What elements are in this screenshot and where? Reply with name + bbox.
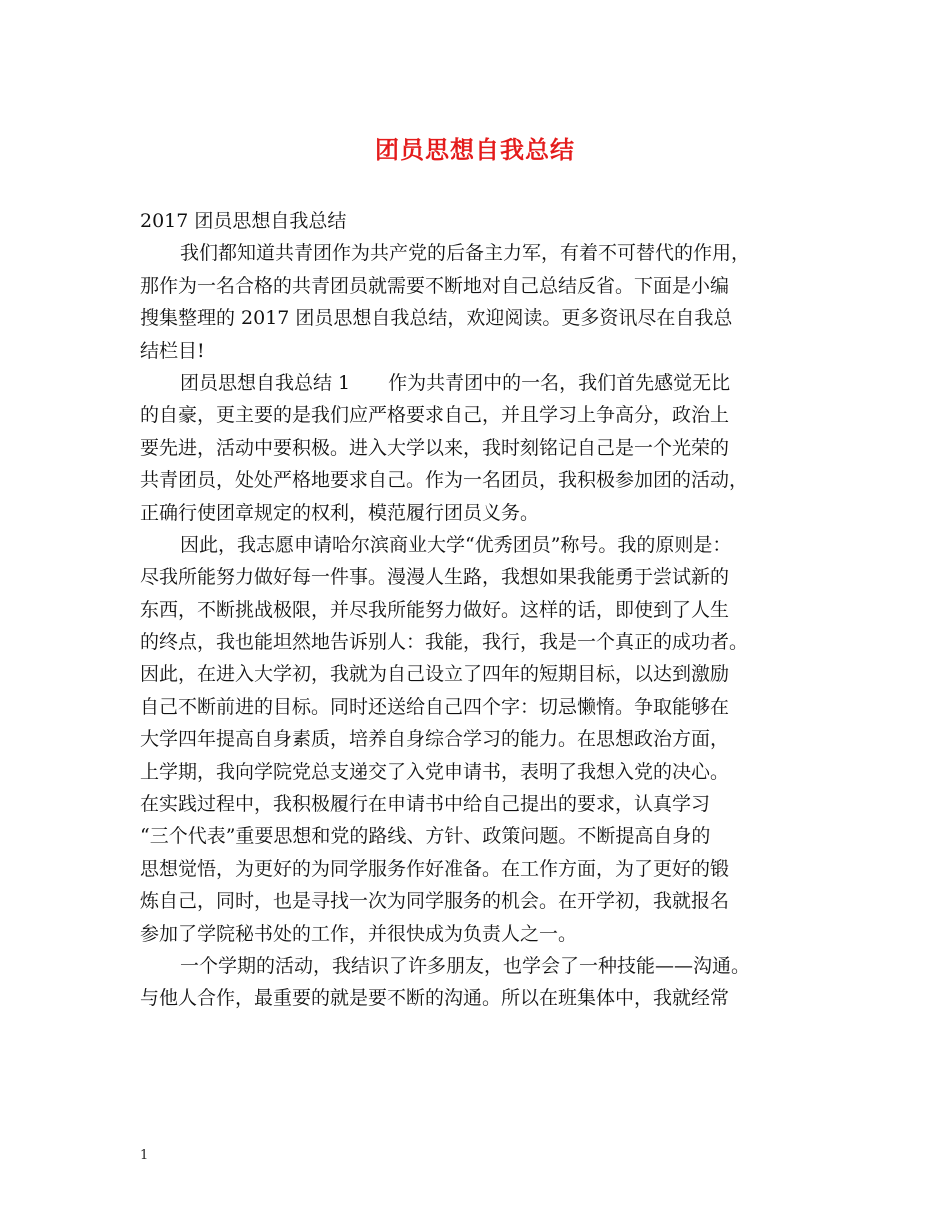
body-line: 共青团员，处处严格地要求自己。作为一名团员，我积极参加团的活动， bbox=[140, 469, 749, 492]
body-line: 因此，在进入大学初，我就为自己设立了四年的短期目标，以达到激励 bbox=[140, 663, 730, 686]
body-line: 结栏目! bbox=[140, 339, 205, 362]
body-line: 的终点，我也能坦然地告诉别人：我能，我行，我是一个真正的成功者。 bbox=[140, 631, 749, 654]
body-line: 东西，不断挑战极限，并尽我所能努力做好。这样的话，即使到了人生 bbox=[140, 598, 730, 621]
body-line: 一个学期的活动，我结识了许多朋友，也学会了一种技能——沟通。 bbox=[180, 954, 751, 977]
body-line: 大学四年提高自身素质，培养自身综合学习的能力。在思想政治方面， bbox=[140, 728, 730, 751]
body-line: 参加了学院秘书处的工作，并很快成为负责人之一。 bbox=[140, 922, 578, 945]
body-line: 思想觉悟，为更好的为同学服务作好准备。在工作方面，为了更好的锻 bbox=[140, 857, 730, 880]
body-line: 要先进，活动中要积极。进入大学以来，我时刻铭记自己是一个光荣的 bbox=[140, 436, 730, 459]
body-line: 在实践过程中，我积极履行在申请书中给自己提出的要求，认真学习 bbox=[140, 793, 711, 816]
body-line: “三个代表”重要思想和党的路线、方针、政策问题。不断提高自身的 bbox=[140, 825, 711, 848]
body-line: 搜集整理的 2017 团员思想自我总结，欢迎阅读。更多资讯尽在自我总 bbox=[140, 307, 733, 330]
body-line: 我们都知道共青团作为共产党的后备主力军，有着不可替代的作用， bbox=[180, 242, 751, 265]
body-line: 与他人合作，最重要的就是要不断的沟通。所以在班集体中，我就经常 bbox=[140, 987, 730, 1010]
body-line: 炼自己，同时，也是寻找一次为同学服务的机会。在开学初，我就报名 bbox=[140, 890, 730, 913]
document-title: 团员思想自我总结 bbox=[375, 135, 575, 164]
body-line: 那作为一名合格的共青团员就需要不断地对自己总结反省。下面是小编 bbox=[140, 274, 730, 297]
body-line: 的自豪，更主要的是我们应严格要求自己，并且学习上争高分，政治上 bbox=[140, 404, 730, 427]
body-line: 正确行使团章规定的权利，模范履行团员义务。 bbox=[140, 501, 540, 524]
body-line: 团员思想自我总结 1 作为共青团中的一名，我们首先感觉无比 bbox=[180, 371, 731, 394]
body-line: 自己不断前进的目标。同时还送给自己四个字：切忌懒惰。争取能够在 bbox=[140, 695, 730, 718]
body-line: 因此，我志愿申请哈尔滨商业大学“优秀团员”称号。我的原则是： bbox=[180, 533, 732, 556]
body-line: 2017 团员思想自我总结 bbox=[140, 210, 347, 232]
body-line: 尽我所能努力做好每一件事。漫漫人生路，我想如果我能勇于尝试新的 bbox=[140, 566, 730, 589]
document-body bbox=[140, 205, 830, 1015]
body-line: 上学期，我向学院党总支递交了入党申请书，表明了我想入党的决心。 bbox=[140, 760, 730, 783]
page-number: 1 bbox=[140, 1148, 149, 1163]
